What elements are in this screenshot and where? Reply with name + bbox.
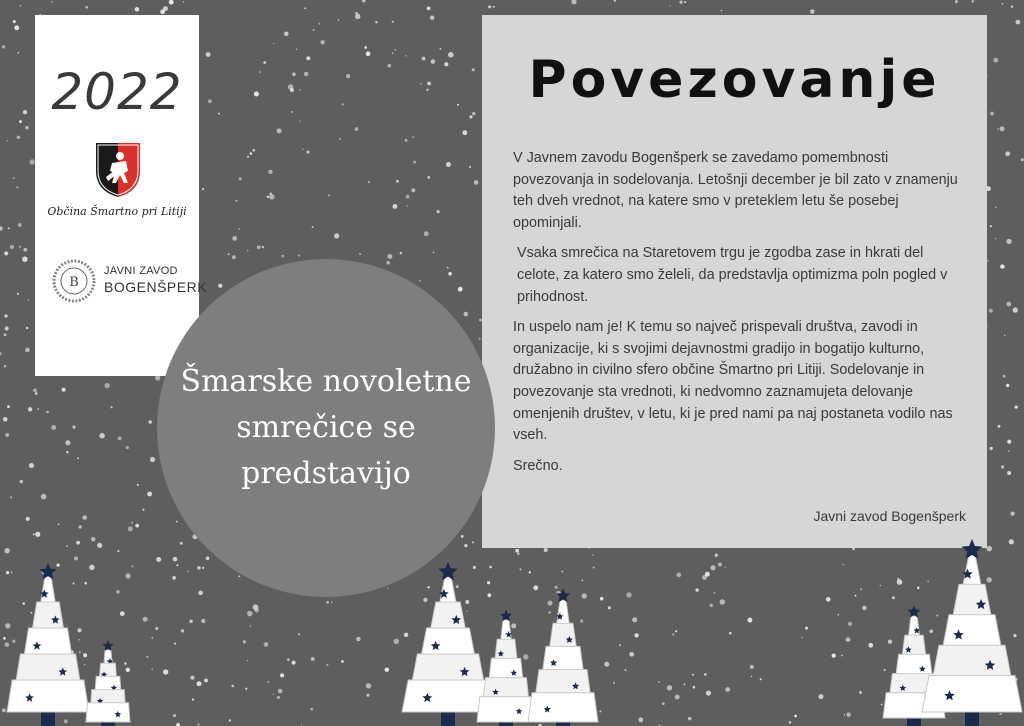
municipality-name: Občina Šmartno pri Litiji xyxy=(47,205,187,218)
star-icon xyxy=(500,610,512,622)
paragraph-4: Srečno. xyxy=(513,457,563,474)
christmas-tree-icon xyxy=(7,563,89,726)
christmas-tree-icon xyxy=(86,640,130,726)
circle-title: Šmarske novoletne smrečice se predstavijo xyxy=(180,364,472,491)
institution-logo-line1: JAVNI ZAVOD xyxy=(104,265,178,277)
emblem-letter: B xyxy=(69,275,79,290)
christmas-tree-icon xyxy=(922,539,1022,726)
signature: Javni zavod Bogenšperk xyxy=(813,508,966,524)
institution-logo-line2: BOGENŠPERK xyxy=(104,279,208,295)
paragraph-1: V Javnem zavodu Bogenšperk se zavedamo pomembnosti povezovanja in sodelovanja. Letošnji december je bil zato v znamenju teh dveh vrednot, na katere smo v preteklem letu še posebej opominjali. xyxy=(513,150,958,231)
paragraph-3: In uspelo nam je! K temu so največ prispevali društva, zavodi in organizacije, ki s svojimi dejavnostmi gradijo in bogatijo kulturno, družabno in civilno sfero občine Šmartno pri Litiji. Sodelovanje in povezovanje sta vrednoti, ki nedvomno zaznamujeta delovanje omenjenih društev, v letu, ki je pred nami pa naj postaneta vodilo nas vseh. xyxy=(513,319,953,444)
christmas-tree-icon xyxy=(477,610,535,726)
star-icon xyxy=(102,640,113,651)
christmas-tree-icon xyxy=(528,588,598,726)
year-label: 2022 xyxy=(51,63,183,121)
panel-heading: Povezovanje xyxy=(528,50,941,110)
paragraph-2: Vsaka smrečica na Staretovem trgu je zgodba zase in hkrati del celote, za katero smo želeli, da predstavlja optimizma poln pogled v prihodnost. xyxy=(517,245,948,305)
